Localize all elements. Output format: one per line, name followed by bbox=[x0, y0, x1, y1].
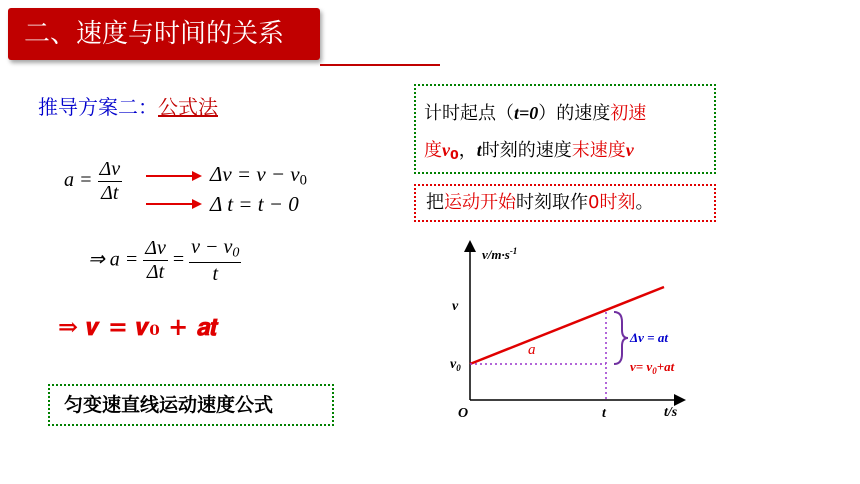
delta-v-subscript: 0 bbox=[299, 172, 307, 189]
terms-line-2: 度$v_0$，t时刻的速度末速度v bbox=[424, 140, 634, 163]
delta-v-brace bbox=[614, 312, 628, 364]
dv-numerator-2: Δv bbox=[145, 237, 166, 260]
v-minus-v0-numerator: $v - v_0$ bbox=[191, 236, 240, 261]
x-axis-label: t/s bbox=[664, 405, 678, 420]
v0-tick-label: $v_0$ bbox=[450, 357, 461, 373]
velocity-formula-result: ⇒ 𝒗 = 𝒗₀ + 𝒂𝒕 bbox=[58, 312, 219, 341]
velocity-line bbox=[470, 287, 664, 364]
subtitle-prefix: 推导方案二： bbox=[38, 95, 158, 119]
terms-line-1: 计时起点（t=0）的速度初速 bbox=[424, 103, 647, 124]
equals-sign: = bbox=[172, 248, 185, 271]
t-tick-label: t bbox=[602, 406, 606, 421]
formula-name-label: 匀变速直线运动速度公式 bbox=[64, 394, 274, 416]
a-equals: a = bbox=[64, 169, 93, 192]
y-axis-label: $v/m\cdot s^{-1}$ bbox=[482, 246, 518, 262]
implies-a: ⇒ a = bbox=[88, 248, 139, 271]
zero-time-note-box: 把运动开始时刻取作0时刻。 bbox=[414, 184, 716, 222]
t-denominator: t bbox=[212, 262, 219, 285]
delta-v-label: Δv = at bbox=[630, 330, 668, 345]
origin-label: O bbox=[458, 406, 469, 421]
page-title: 二、速度与时间的关系 bbox=[8, 8, 320, 60]
dv-numerator: Δv bbox=[99, 158, 121, 180]
v-tick-label: v bbox=[452, 299, 459, 314]
dt-denominator: Δt bbox=[101, 182, 119, 204]
slope-label: a bbox=[528, 342, 536, 358]
final-velocity-label: 末速度 bbox=[571, 140, 626, 161]
dt-denominator-2: Δt bbox=[146, 261, 165, 284]
initial-velocity-label: 初速 bbox=[610, 103, 647, 124]
subtitle-method: 公式法 bbox=[158, 95, 218, 119]
delta-v-text: Δv = v − v bbox=[210, 162, 300, 186]
v-equation-label: $v= v_0+at$ bbox=[630, 359, 675, 376]
delta-t-text: Δ t = t − 0 bbox=[210, 192, 299, 216]
